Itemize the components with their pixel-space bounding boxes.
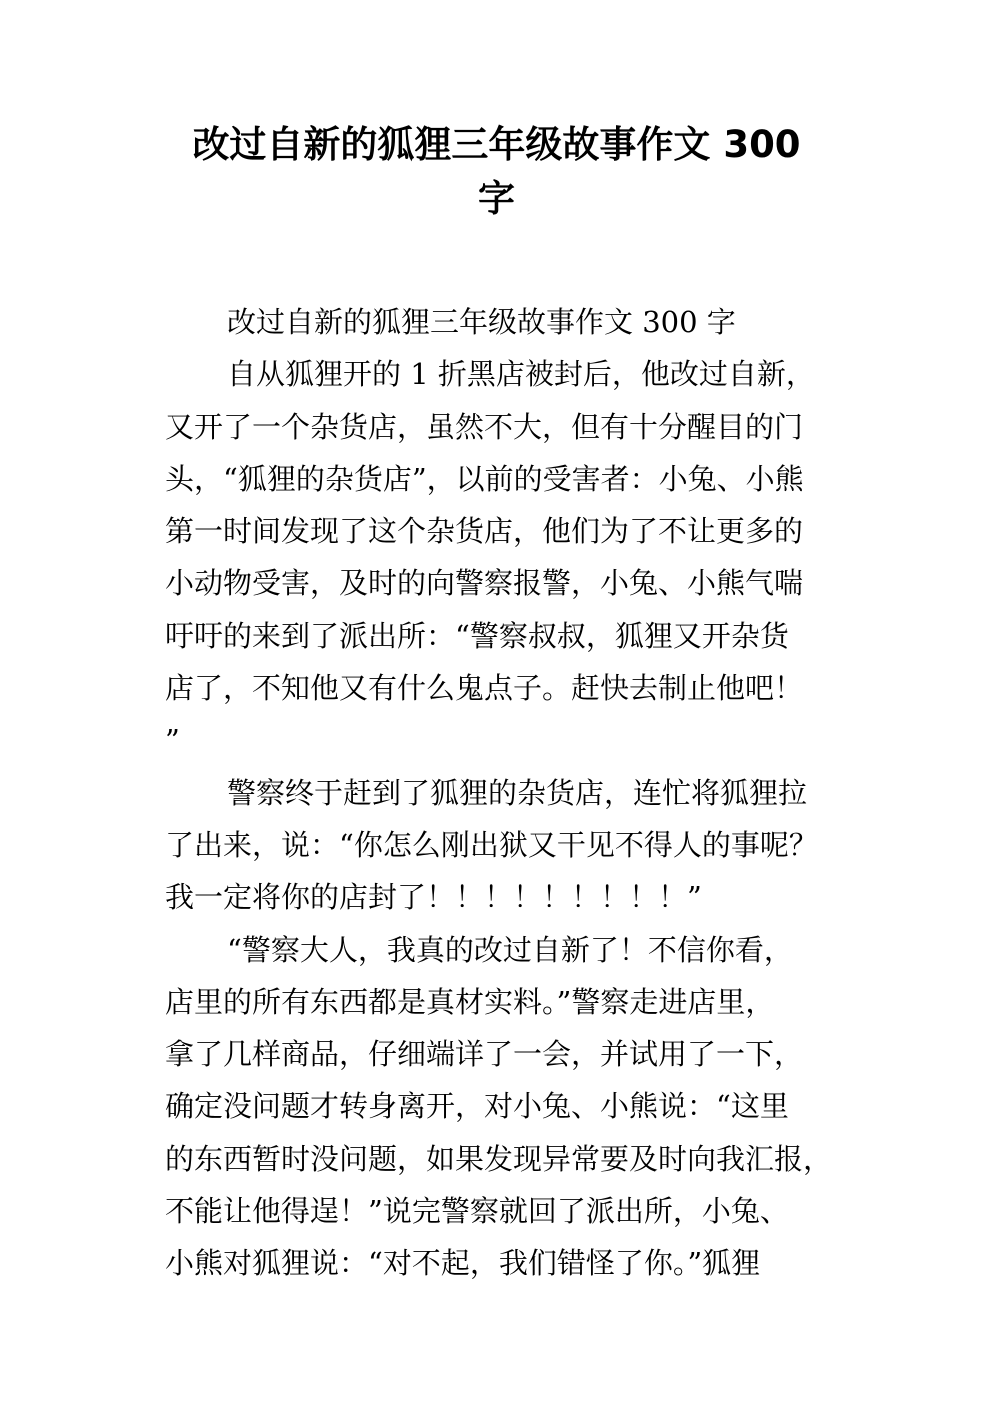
paragraph-line: “警察大人，我真的改过自新了！不信你看， — [227, 932, 793, 967]
document-body — [165, 296, 835, 1290]
paragraph-line: 第一时间发现了这个杂货店，他们为了不让更多的 — [165, 514, 804, 549]
paragraph-line: 的东西暂时没问题，如果发现异常要及时向我汇报， — [165, 1141, 833, 1176]
paragraph-line: 不能让他得逞！”说完警察就回了派出所，小兔、 — [165, 1194, 789, 1229]
paragraph-line: 吁吁的来到了派出所：“警察叔叔，狐狸又开杂货 — [165, 618, 789, 653]
paragraph-line: 我一定将你的店封了！！！！！！！！！” — [165, 880, 702, 915]
paragraph-line: 又开了一个杂货店，虽然不大，但有十分醒目的门 — [165, 409, 804, 444]
paragraph-line: 店了，不知他又有什么鬼点子。赶快去制止他吧！ — [165, 671, 804, 706]
paragraph-line: 确定没问题才转身离开，对小兔、小熊说：“这里 — [165, 1089, 789, 1124]
paragraph-line: 小动物受害，及时的向警察报警，小兔、小熊气喘 — [165, 566, 804, 601]
paragraph-line: 自从狐狸开的 1 折黑店被封后，他改过自新， — [227, 357, 815, 392]
paragraph-line: 警察终于赶到了狐狸的杂货店，连忙将狐狸拉 — [227, 775, 808, 810]
title-line-2: 字 — [478, 177, 515, 220]
document-title — [150, 118, 843, 226]
subtitle-line: 改过自新的狐狸三年级故事作文 300 字 — [227, 305, 736, 339]
paragraph-line: ” — [165, 723, 180, 758]
title-line-1: 改过自新的狐狸三年级故事作文 300 — [192, 123, 801, 166]
paragraph-line: 头，“狐狸的杂货店”，以前的受害者：小兔、小熊 — [165, 461, 804, 496]
paragraph-line: 店里的所有东西都是真材实料。”警察走进店里， — [165, 984, 775, 1019]
paragraph-line: 了出来，说：“你怎么刚出狱又干见不得人的事呢？ — [165, 827, 818, 862]
paragraph-line: 拿了几样商品，仔细端详了一会，并试用了一下， — [165, 1037, 804, 1072]
paragraph-line: 小熊对狐狸说：“对不起，我们错怪了你。”狐狸 — [165, 1246, 761, 1281]
